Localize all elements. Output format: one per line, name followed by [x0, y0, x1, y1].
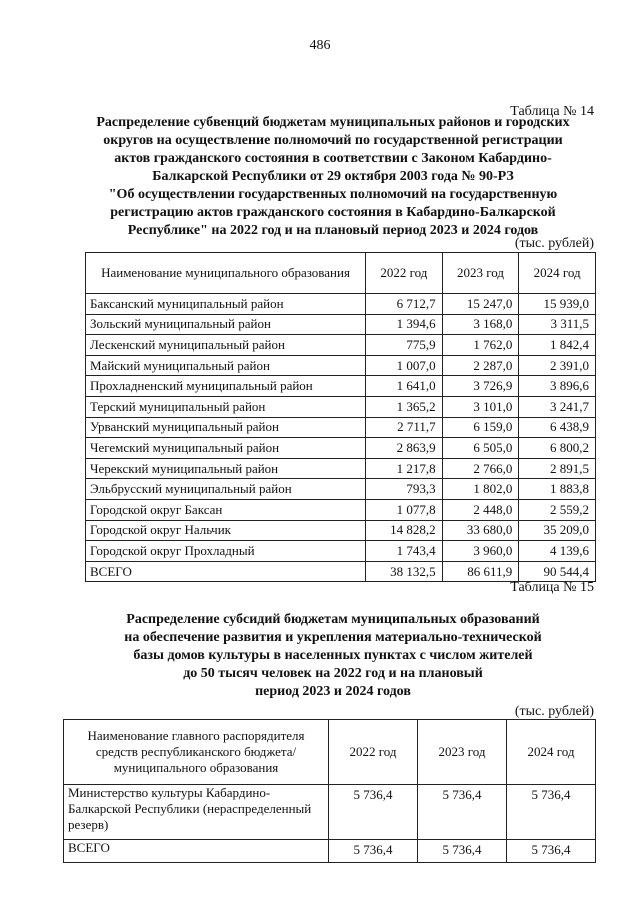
cell-2023: 1 802,0: [442, 479, 519, 500]
cell-2022: 14 828,2: [366, 520, 443, 541]
cell-2024: 2 891,5: [519, 458, 596, 479]
cell-name: ВСЕГО: [64, 840, 329, 863]
cell-2022: 6 712,7: [366, 294, 443, 315]
table-15-title: [70, 611, 596, 701]
cell-name: Баксанский муниципальный район: [86, 294, 366, 315]
cell-2023: 3 168,0: [442, 314, 519, 335]
title-line: Распределение субвенций бюджетам муниципальных районов и городских: [96, 115, 570, 130]
table-15: [63, 719, 596, 863]
header-2024: 2024 год: [507, 720, 596, 785]
cell-2023: 3 101,0: [442, 396, 519, 417]
cell-name: Зольский муниципальный район: [86, 314, 366, 335]
header-name: Наименование муниципального образования: [86, 253, 366, 294]
cell-2024: 90 544,4: [519, 561, 596, 582]
cell-2023: 2 448,0: [442, 499, 519, 520]
table-15-units: (тыс. рублей): [514, 704, 594, 719]
cell-2022: 1 007,0: [366, 355, 443, 376]
cell-2024: 15 939,0: [519, 294, 596, 315]
cell-name: Городской округ Нальчик: [86, 520, 366, 541]
title-line: округов на осуществление полномочий по государственной регистрации: [103, 133, 563, 148]
cell-name: Городской округ Прохладный: [86, 541, 366, 562]
cell-name: Прохладненский муниципальный район: [86, 376, 366, 397]
header-2022: 2022 год: [329, 720, 418, 785]
cell-2024: 2 559,2: [519, 499, 596, 520]
cell-name: Министерство культуры Кабардино-Балкарской Республики (нераспределенный резерв): [64, 785, 329, 840]
cell-name: Урванский муниципальный район: [86, 417, 366, 438]
table-14: [85, 252, 596, 582]
title-line: на обеспечение развития и укрепления материально-технической: [124, 630, 542, 645]
cell-2024: 2 391,0: [519, 355, 596, 376]
cell-2022: 1 217,8: [366, 458, 443, 479]
cell-name: Городской округ Баксан: [86, 499, 366, 520]
cell-name: Лескенский муниципальный район: [86, 335, 366, 356]
cell-2023: 3 726,9: [442, 376, 519, 397]
title-line: регистрацию актов гражданского состояния в Кабардино-Балкарской: [110, 205, 556, 220]
table-row: [86, 438, 596, 459]
table-total-row: [86, 561, 596, 582]
table-row: [86, 479, 596, 500]
cell-2023: 3 960,0: [442, 541, 519, 562]
title-line: Балкарской Республики от 29 октября 2003 года № 90-РЗ: [152, 169, 514, 184]
cell-2024: 4 139,6: [519, 541, 596, 562]
title-line: период 2023 и 2024 годов: [255, 684, 411, 699]
cell-2023: 86 611,9: [442, 561, 519, 582]
cell-2022: 793,3: [366, 479, 443, 500]
title-line: базы домов культуры в населенных пунктах с числом жителей: [133, 648, 533, 663]
title-line: Распределение субсидий бюджетам муниципальных образований: [126, 612, 540, 627]
cell-2022: 1 641,0: [366, 376, 443, 397]
cell-2022: 1 365,2: [366, 396, 443, 417]
header-2023: 2023 год: [418, 720, 507, 785]
cell-2024: 5 736,4: [507, 840, 596, 863]
cell-2022: 775,9: [366, 335, 443, 356]
table-row: [64, 785, 596, 840]
table-14-title: [70, 114, 596, 240]
cell-2024: 3 311,5: [519, 314, 596, 335]
table-row: [86, 520, 596, 541]
table-row: [86, 458, 596, 479]
cell-2022: 1 394,6: [366, 314, 443, 335]
cell-2023: 2 766,0: [442, 458, 519, 479]
title-line: Республике" на 2022 год и на плановый период 2023 и 2024 годов: [127, 223, 539, 238]
cell-2022: 1 077,8: [366, 499, 443, 520]
cell-2024: 3 896,6: [519, 376, 596, 397]
cell-2024: 1 883,8: [519, 479, 596, 500]
cell-name: Черекский муниципальный район: [86, 458, 366, 479]
table-row: [86, 294, 596, 315]
cell-2024: 1 842,4: [519, 335, 596, 356]
cell-2022: 2 711,7: [366, 417, 443, 438]
header-2022: 2022 год: [366, 253, 443, 294]
title-line: "Об осуществлении государственных полномочий на государственную: [108, 187, 558, 202]
cell-2023: 1 762,0: [442, 335, 519, 356]
table-14-units: (тыс. рублей): [514, 236, 594, 251]
table-row: [86, 335, 596, 356]
cell-2023: 15 247,0: [442, 294, 519, 315]
table-header-row: [86, 253, 596, 294]
table-row: [86, 499, 596, 520]
header-2024: 2024 год: [519, 253, 596, 294]
table-row: [86, 396, 596, 417]
cell-name: Чегемский муниципальный район: [86, 438, 366, 459]
cell-name: Майский муниципальный район: [86, 355, 366, 376]
table-15-label: Таблица № 15: [510, 580, 594, 595]
cell-2024: 6 800,2: [519, 438, 596, 459]
table-row: [86, 376, 596, 397]
table-row: [86, 541, 596, 562]
cell-name: Эльбрусский муниципальный район: [86, 479, 366, 500]
cell-2022: 2 863,9: [366, 438, 443, 459]
cell-2022: 5 736,4: [329, 840, 418, 863]
table-total-row: [64, 840, 596, 863]
cell-2024: 5 736,4: [507, 785, 596, 840]
page-number: 486: [309, 38, 331, 53]
cell-2024: 35 209,0: [519, 520, 596, 541]
cell-name: Терский муниципальный район: [86, 396, 366, 417]
cell-2023: 2 287,0: [442, 355, 519, 376]
table-header-row: [64, 720, 596, 785]
header-2023: 2023 год: [442, 253, 519, 294]
table-row: [86, 417, 596, 438]
cell-2023: 6 159,0: [442, 417, 519, 438]
header-name: Наименование главного распорядителя средств республиканского бюджета/ муниципального образования: [64, 720, 329, 785]
cell-2022: 5 736,4: [329, 785, 418, 840]
cell-2022: 38 132,5: [366, 561, 443, 582]
cell-2023: 6 505,0: [442, 438, 519, 459]
cell-2024: 3 241,7: [519, 396, 596, 417]
table-row: [86, 355, 596, 376]
cell-name: ВСЕГО: [86, 561, 366, 582]
cell-2023: 33 680,0: [442, 520, 519, 541]
cell-2023: 5 736,4: [418, 840, 507, 863]
cell-2023: 5 736,4: [418, 785, 507, 840]
title-line: актов гражданского состояния в соответствии с Законом Кабардино-: [114, 151, 552, 166]
cell-2022: 1 743,4: [366, 541, 443, 562]
title-line: до 50 тысяч человек на 2022 год и на плановый: [183, 666, 483, 681]
table-14-label: Таблица № 14: [510, 104, 594, 119]
cell-2024: 6 438,9: [519, 417, 596, 438]
table-row: [86, 314, 596, 335]
